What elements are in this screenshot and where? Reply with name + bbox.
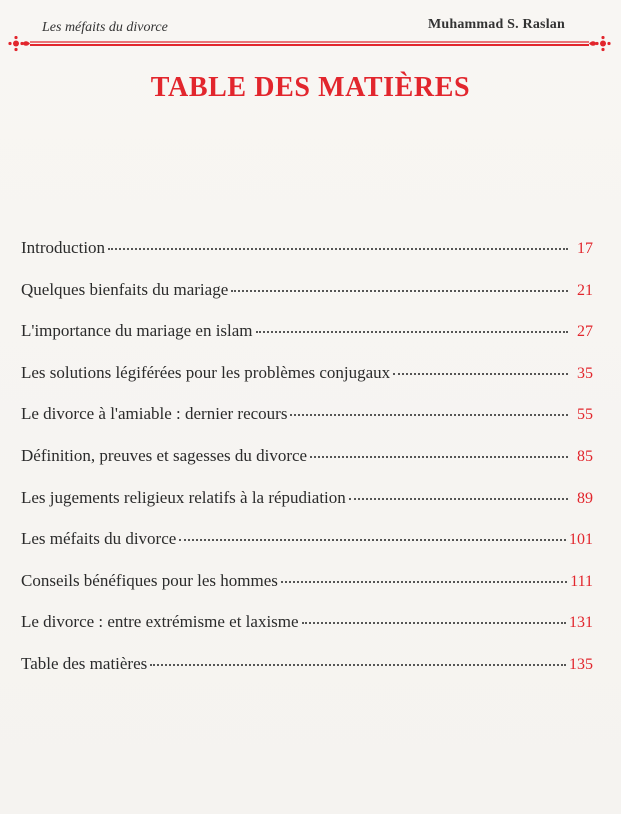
right-ornament-icon (589, 36, 611, 51)
toc-entry-label: Le divorce à l'amiable : dernier recours (21, 404, 288, 424)
toc-dot-leader (150, 652, 566, 669)
toc-entry (21, 527, 593, 569)
running-header-title: Les méfaits du divorce (42, 20, 168, 35)
toc-entry (21, 402, 593, 444)
running-header-author: Muhammad S. Raslan (427, 17, 565, 32)
toc-entry-label: Table des matières (21, 653, 148, 673)
toc-entry-label: Définition, preuves et sagesses du divorce (21, 445, 308, 465)
toc-entry-page: 111 (570, 572, 593, 590)
toc-entry-page: 55 (577, 406, 593, 424)
toc-dot-leader (302, 610, 566, 627)
toc-entry (21, 610, 593, 652)
toc-entry-page: 17 (577, 240, 593, 257)
toc-entry-page: 85 (577, 447, 593, 465)
left-ornament-icon (8, 36, 30, 51)
toc-dot-leader (281, 569, 567, 586)
toc-dot-leader (290, 402, 568, 419)
toc-dot-leader (108, 236, 568, 253)
toc-entry-label: Le divorce : entre extrémisme et laxisme (21, 612, 299, 632)
toc-entry-label: Les jugements religieux relatifs à la répudiation (21, 487, 346, 507)
toc-entry-label: Les méfaits du divorce (21, 529, 177, 549)
toc-dot-leader (349, 486, 568, 503)
toc-entry (21, 278, 593, 320)
toc-entry-page: 131 (569, 614, 593, 632)
toc-entry (21, 444, 593, 486)
toc-dot-leader (310, 444, 568, 461)
toc-entry-page: 89 (577, 489, 593, 507)
toc-dot-leader (393, 361, 568, 378)
toc-entry-page: 135 (569, 655, 593, 673)
toc-entry (21, 486, 593, 528)
toc-dot-leader (179, 527, 566, 544)
toc-entry-label: Conseils bénéfiques pour les hommes (21, 570, 278, 590)
page-title: TABLE DES MATIÈRES (150, 72, 471, 103)
toc-entry-label: Introduction (21, 238, 106, 257)
toc-entry-page: 21 (577, 281, 593, 299)
toc-entry-label: Les solutions légiférées pour les problèmes conjugaux (21, 362, 391, 382)
toc-entry-label: Quelques bienfaits du mariage (21, 279, 229, 299)
toc-dot-leader (231, 278, 568, 295)
toc-entry-page: 101 (569, 531, 593, 549)
table-of-contents (21, 236, 593, 694)
toc-entry (21, 361, 593, 403)
toc-entry (21, 652, 593, 694)
toc-dot-leader (256, 319, 568, 336)
ornamental-rule (8, 36, 611, 52)
toc-entry-page: 27 (577, 323, 593, 341)
toc-entry (21, 319, 593, 361)
toc-entry (21, 236, 593, 278)
toc-entry (21, 569, 593, 611)
toc-entry-page: 35 (577, 364, 593, 382)
toc-entry-label: L'importance du mariage en islam (21, 321, 253, 341)
